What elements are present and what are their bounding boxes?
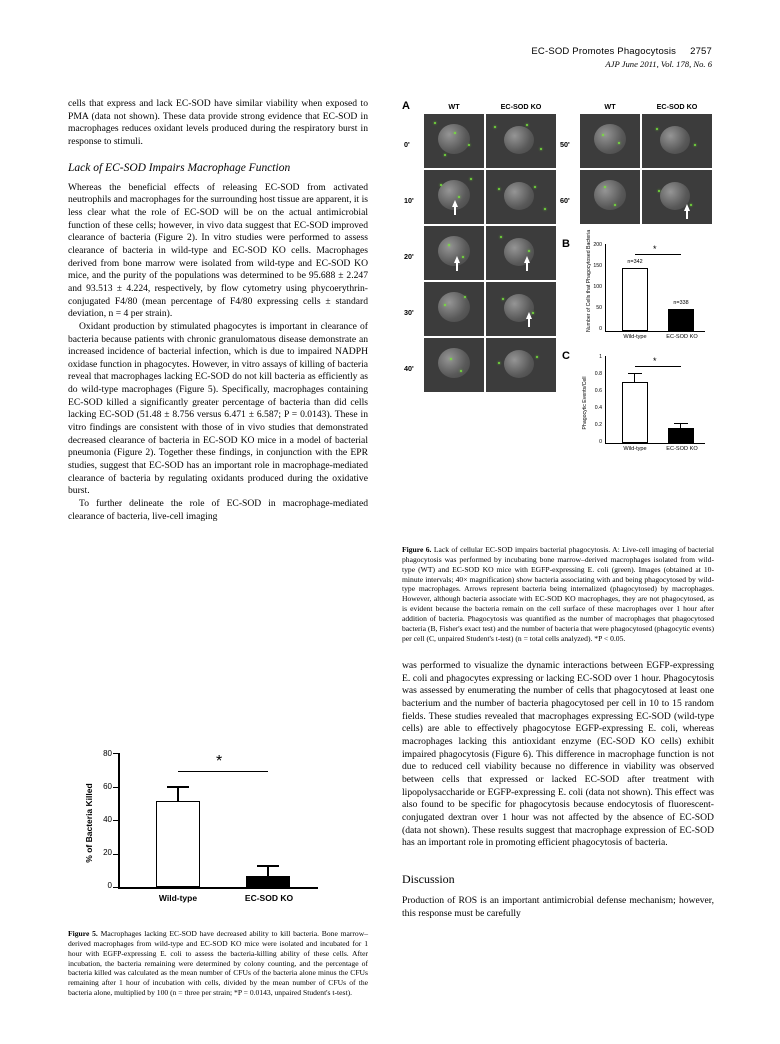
chart-b-bar-wildtype xyxy=(622,268,648,331)
figure-6-panels xyxy=(402,98,714,538)
figure-5-ytick: 0 xyxy=(107,881,112,890)
chart-c-category: Wild-type xyxy=(623,446,647,452)
chart-b-ytick: 100 xyxy=(593,284,602,290)
figure-5-ytick: 40 xyxy=(103,815,112,824)
micrograph xyxy=(424,226,484,280)
paragraph: To further delineate the role of EC-SOD in macrophage-mediated clearance of bacteria, live-cell imaging xyxy=(68,498,368,522)
figure-5-caption xyxy=(68,929,368,998)
chart-b-category: Wild-type xyxy=(623,334,647,340)
running-head xyxy=(531,46,712,70)
chart-c-ytick: 0 xyxy=(599,439,602,445)
chart-c-significance: * xyxy=(653,356,657,366)
figure-5-bar-ko xyxy=(246,876,290,887)
chart-b-ylabel: Number of Cells that Phagocytosed Bacteria xyxy=(586,229,592,332)
figure-5-ytick: 20 xyxy=(103,848,112,857)
chart-c-ytick: 0.8 xyxy=(594,371,602,377)
paragraph: Oxidant production by stimulated phagocytes is important in clearance of bacteria because patients with chronic granulomatous disease demonstrate an increased incidence of bacterial infection, which is due to impaired NADPH oxidase function in phagocytes. However, in vitro assays of killing of bacteria reveal that macrophages lacking EC-SOD do not kill bacteria as efficiently as do wild-type macrophages (Figure 5). Specifically, macrophages containing EC-SOD killed a significantly greater percentage of bacteria than did cells lacking EC-SOD (51.48 ± 8.756 versus 6.471 ± 6.587; P = 0.0143). These in vitro findings are consistent with those of in vivo studies that demonstrated decreased clearance of bacteria in EC-SOD KO mice in a model of bacterial pneumonia (Figure 2). Together these findings, in conjunction with the EPR studies, suggest that EC-SOD has an important role in macrophage-mediated clearance of bacteria by regulating oxidants produced during the oxidative burst. xyxy=(68,320,368,497)
chart-b-ytick: 0 xyxy=(599,326,602,332)
chart-b-category: EC-SOD KO xyxy=(666,334,698,340)
time-label: 60' xyxy=(560,196,570,205)
micrograph xyxy=(424,338,484,392)
chart-c-bar-ko xyxy=(668,428,694,443)
figure-5-significance: * xyxy=(216,753,223,770)
figure-5-ytick: 80 xyxy=(103,749,112,758)
micrograph xyxy=(424,282,484,336)
column-header-wt-right: WT xyxy=(604,102,616,111)
column-header-ko-left: EC-SOD KO xyxy=(500,102,542,111)
figure-5-category: Wild-type xyxy=(158,893,198,903)
figure-5-caption-text: Macrophages lacking EC-SOD have decreased ability to kill bacteria. Bone marrow–derived macrophages from wild-type and EC-SOD KO mice were isolated and incubated for 1 hour with EGFP-expressing E. coli to assess the bacteria-killing ability of these cells. After incubation, the bacteria remaining were determined by colony counting, and the percentage of bacteria killed was calculated as the mean number of CFUs of the bacteria alone minus the CFUs remaining after 1 hour of incubation with cells, divided by the mean number of CFUs of the bacteria alone, multiplied by 100 (n = three per strain; *P = 0.0143, unpaired Student's t-test). xyxy=(68,929,369,998)
paragraph: cells that express and lack EC-SOD have similar viability when exposed to PMA (data not shown). These data provide strong evidence that EC-SOD in macrophages reduces oxidant levels produced during the respiratory burst in response to stimuli. xyxy=(68,98,368,147)
paragraph: Whereas the beneficial effects of releasing EC-SOD from activated neutrophils and macrophages for the surrounding host tissue are apparent, it is less clear what the role of EC-SOD will be on the actual antimicrobial function of these cells; however, in vivo data suggest that EC-SOD improved clearance of bacteria (Figure 2). In vitro studies were performed to assess clearance of bacteria in wild-type and EC-SOD KO cells. Macrophages derived from bone marrow were isolated from wild-type and EC-SOD KO mice, and the purity of the populations was determined to be 95.688 ± 2.247 and 93.513 ± 4.224, respectively, by flow cytometry using phycoerythrin-conjugated F4/80 (mean percentage of F4/80 expressing cells ± standard deviation, n = 4 per strain). xyxy=(68,181,368,320)
chart-b-ytick: 150 xyxy=(593,263,602,269)
micrograph xyxy=(486,282,556,336)
figure-6-label: Figure 6. xyxy=(402,545,432,554)
chart-b xyxy=(580,229,712,350)
chart-b-significance: * xyxy=(653,244,657,254)
column-header-wt-left: WT xyxy=(448,102,460,111)
running-head-line xyxy=(531,46,712,58)
time-label: 40' xyxy=(404,364,414,373)
time-label: 20' xyxy=(404,252,414,261)
micrograph xyxy=(424,170,484,224)
right-column xyxy=(402,660,714,920)
micrograph xyxy=(580,114,640,168)
chart-b-n-wildtype: n=342 xyxy=(627,259,643,265)
micrograph xyxy=(486,338,556,392)
micrograph xyxy=(642,170,712,224)
column-header-ko-right: EC-SOD KO xyxy=(656,102,698,111)
page-number: 2757 xyxy=(690,46,712,57)
figure-5-label: Figure 5. xyxy=(68,929,98,938)
micrograph xyxy=(580,170,640,224)
chart-b-ytick: 50 xyxy=(596,305,602,311)
chart-c-category: EC-SOD KO xyxy=(666,446,698,452)
chart-b-ytick: 200 xyxy=(593,242,602,248)
chart-b-n-ko: n=338 xyxy=(673,300,689,306)
micrograph xyxy=(486,170,556,224)
chart-c xyxy=(580,354,712,464)
time-label: 10' xyxy=(404,196,414,205)
micrograph xyxy=(642,114,712,168)
chart-c-bar-wildtype xyxy=(622,382,648,443)
chart-c-ytick: 1 xyxy=(599,354,602,360)
chart-c-ytick: 0.2 xyxy=(594,422,602,428)
figure-5-bar-wildtype xyxy=(156,801,200,887)
time-label: 0' xyxy=(404,140,410,149)
figure-6-caption xyxy=(402,545,714,644)
figure-5-ylabel: % of Bacteria Killed xyxy=(84,783,94,863)
issue-line: AJP June 2011, Vol. 178, No. 6 xyxy=(605,58,712,69)
section-heading: Lack of EC-SOD Impairs Macrophage Function xyxy=(68,161,291,174)
panel-letter-a: A xyxy=(402,100,410,112)
figure-5-chart xyxy=(68,745,368,915)
discussion-heading: Discussion xyxy=(402,871,455,886)
paragraph: was performed to visualize the dynamic interactions between EGFP-expressing E. coli and phagocytes expressing or lacking EC-SOD over 1 hour. Phagocytosis was assessed by enumerating the number of cells that phagocytosed at least one bacterium and the number of bacteria phagocytosed per cell in 10 to 15 random fields. These studies revealed that macrophages expressing EC-SOD (wild-type cells) are able to effectively phagocytose EGFP-expressing E. coli, whereas macrophages lacking this antioxidant enzyme (EC-SOD KO cells) exhibit impaired phagocytosis (Figure 6). This difference in macrophage function is not due to reduced cell viability because no difference in viability was observed between cells that expressed or lacked EC-SOD after treatment with lipopolysaccharide or EGFP-expressing E. coli (data not shown). This effect was also found to be specific for phagocytosis because endocytosis of fluorescent-conjugated dextran over 1 hour was not affected by the absence of EC-SOD (data not shown). These results suggest that macrophage expression of EC-SOD has an important role in promoting efficient phagocytosis of bacteria. xyxy=(402,660,714,849)
chart-b-bar-ko xyxy=(668,309,694,331)
journal-title: EC-SOD Promotes Phagocytosis xyxy=(531,46,677,57)
micrograph xyxy=(486,114,556,168)
chart-c-ytick: 0.4 xyxy=(594,405,602,411)
figure-6-caption-text: Lack of cellular EC-SOD impairs bacterial phagocytosis. A: Live-cell imaging of bacterial phagocytosis was performed by incubating bone marrow–derived macrophages isolated from wild-type (WT) and EC-SOD KO mice with EGFP-expressing E. coli (green). Images (obtained at 10-minute intervals; 40× magnification) show bacteria associating with and being phagocytosed by wild-type macrophages. Arrows represent bacteria being internalized (phagocytosed) by macrophages. However, although bacteria associate with EC-SOD KO macrophages, they are not phagocytosed, as is evident because the bacteria remain on the cell surface of these macrophages over 1 hour after addition of bacteria. Phagocytosis was quantified as the number of macrophages that phagocytosed bacteria (B, Fisher's exact test) and the number of bacteria that were phagocytosed (phagocytic events) per cell (C, unpaired Student's t-test) (n = total cells analyzed). *P < 0.05. xyxy=(402,545,714,643)
left-column xyxy=(68,98,368,523)
time-label: 30' xyxy=(404,308,414,317)
figure-5-category: EC-SOD KO xyxy=(244,893,294,903)
time-label: 50' xyxy=(560,140,570,149)
chart-c-ytick: 0.6 xyxy=(594,388,602,394)
chart-c-ylabel: Phagocytic Events/Cell xyxy=(582,376,588,430)
panel-letter-c: C xyxy=(562,350,570,362)
figure-5 xyxy=(68,745,368,998)
panel-letter-b: B xyxy=(562,238,570,250)
figure-6 xyxy=(402,98,714,644)
figure-5-ytick: 60 xyxy=(103,782,112,791)
paragraph: Production of ROS is an important antimicrobial defense mechanism; however, this response must be carefully xyxy=(402,894,714,919)
micrograph xyxy=(486,226,556,280)
micrograph xyxy=(424,114,484,168)
